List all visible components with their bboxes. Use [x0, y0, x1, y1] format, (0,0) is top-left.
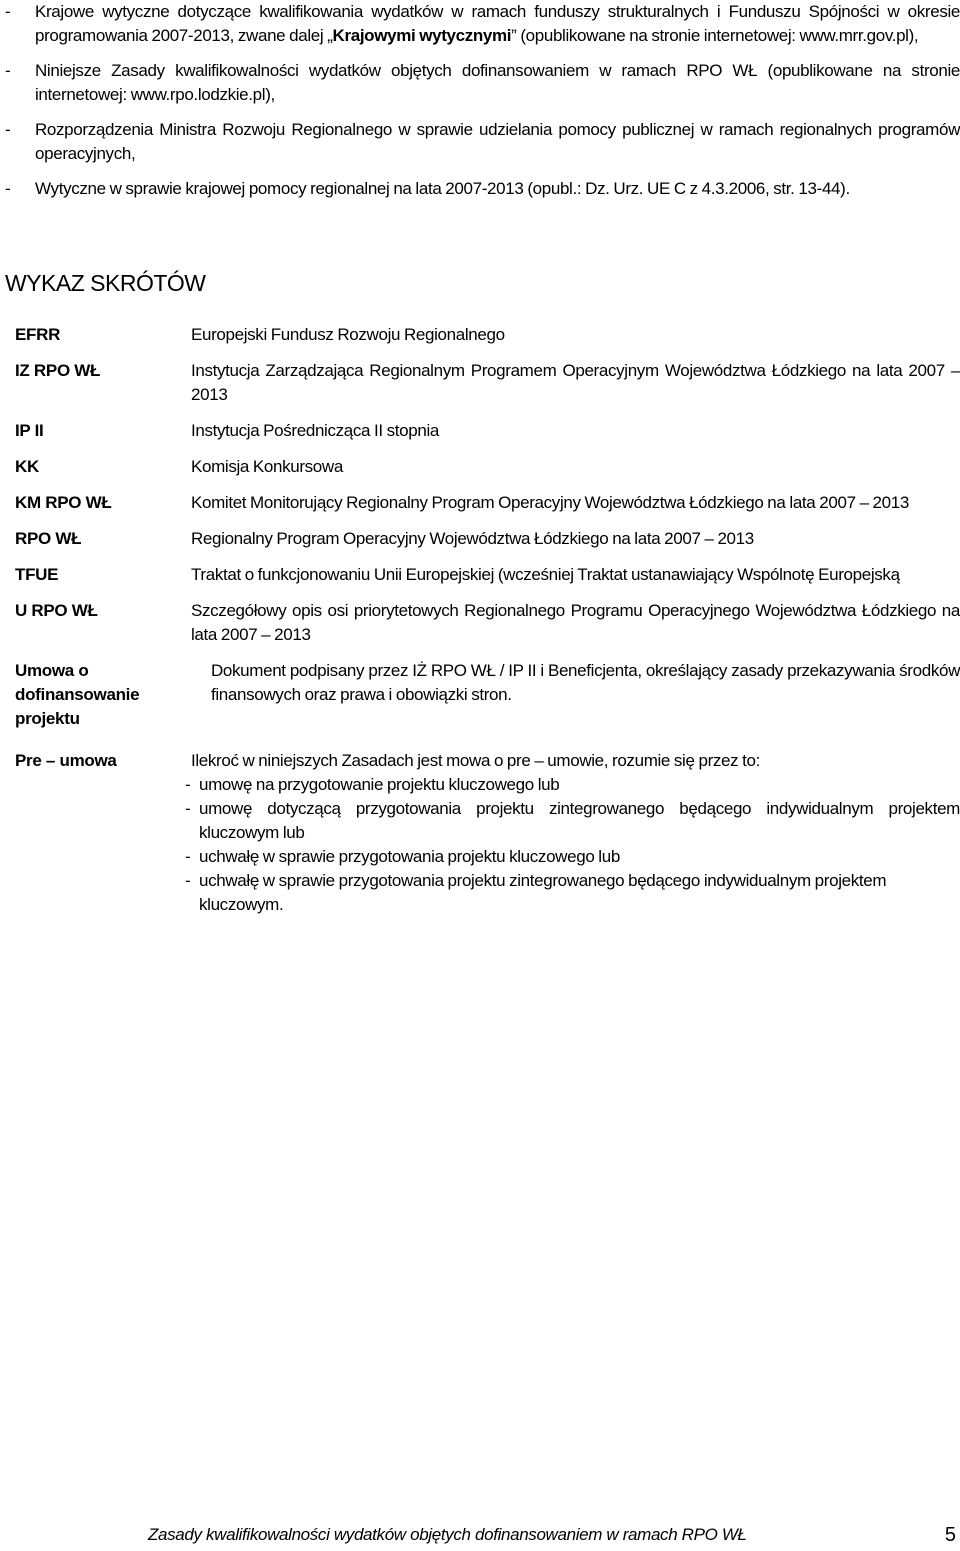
defined-term-bold: Krajowymi wytycznymi [332, 26, 512, 45]
abbreviation-definition: Regionalny Program Operacyjny Województwa Łódzkiego na lata 2007 – 2013 [191, 529, 754, 548]
abbreviation-row [15, 323, 960, 347]
abbreviation-row [15, 527, 960, 551]
list-item-text-part: Krajowe wytyczne dotyczące kwalifikowania wydatków w ramach funduszy strukturalnych i Funduszu Spójności w okresie programowania 2007-2013, zwane dalej „ [35, 2, 960, 45]
list-dash: - [5, 2, 11, 21]
list-dash: - [185, 775, 191, 794]
abbreviation-definition: Instytucja Zarządzająca Regionalnym Programem Operacyjnym Województwa Łódzkiego na lata 2007 – 2013 [191, 361, 960, 404]
abbreviation-row [15, 419, 960, 443]
list-item-text: Rozporządzenia Ministra Rozwoju Regionalnego w sprawie udzielania pomocy publicznej w ramach regionalnych programów operacyjnych, [35, 120, 960, 163]
list-dash: - [185, 871, 191, 890]
abbreviation-row [15, 563, 960, 587]
list-item [185, 869, 960, 917]
abbreviation-row [15, 659, 960, 731]
list-item-text: Niniejsze Zasady kwalifikowalności wydatków objętych dofinansowaniem w ramach RPO WŁ (opublikowane na stronie internetowej: www.rpo.lodzkie.pl), [35, 61, 960, 104]
list-item-text: uchwałę w sprawie przygotowania projektu zintegrowanego będącego indywidualnym projektem kluczowym. [199, 871, 887, 914]
abbreviation-row [15, 599, 960, 647]
abbreviation-definition: Dokument podpisany przez IŻ RPO WŁ / IP II i Beneficjenta, określający zasady przekazywania środków finansowych oraz prawa i obowiązki stron. [211, 661, 960, 704]
abbreviation-term: U RPO WŁ [15, 601, 98, 620]
abbreviation-row [15, 491, 960, 515]
abbreviation-term: KM RPO WŁ [15, 493, 112, 512]
list-dash: - [5, 179, 11, 198]
abbreviation-term: IZ RPO WŁ [15, 361, 101, 380]
abbreviation-term: KK [15, 457, 39, 476]
list-item [5, 118, 960, 166]
abbreviation-definition: Traktat o funkcjonowaniu Unii Europejskiej (wcześniej Traktat ustanawiający Wspólnotę Europejską [191, 565, 900, 584]
list-dash: - [185, 847, 191, 866]
list-item [185, 845, 960, 869]
abbreviation-term: EFRR [15, 325, 61, 344]
list-item-text: umowę na przygotowanie projektu kluczowego lub [199, 775, 560, 794]
abbreviation-term: Pre – umowa [15, 751, 117, 770]
legal-bases-list [5, 0, 960, 212]
list-item-text: umowę dotyczącą przygotowania projektu zintegrowanego będącego indywidualnym projektem kluczowym lub [199, 799, 960, 842]
abbreviation-term: Umowa o dofinansowanie projektu [15, 661, 140, 728]
list-item [185, 797, 960, 845]
abbreviation-definition: Komitet Monitorujący Regionalny Program Operacyjny Województwa Łódzkiego na lata 2007 – 2013 [191, 493, 909, 512]
abbreviation-definition: Komisja Konkursowa [191, 457, 343, 476]
abbreviation-definition-intro: Ilekroć w niniejszych Zasadach jest mowa o pre – umowie, rozumie się przez to: [191, 751, 761, 770]
page-number: 5 [944, 1524, 956, 1546]
list-item [5, 59, 960, 107]
list-item-text: Wytyczne w sprawie krajowej pomocy regionalnej na lata 2007-2013 (opubl.: Dz. Urz. UE C z 4.3.2006, str. 13-44). [35, 179, 850, 198]
abbreviation-row [15, 749, 960, 917]
abbreviations-heading: WYKAZ SKRÓTÓW [5, 270, 206, 296]
abbreviation-term: RPO WŁ [15, 529, 82, 548]
abbreviation-term: IP II [15, 421, 44, 440]
list-dash: - [5, 61, 11, 80]
list-item [5, 177, 960, 201]
list-item-text: uchwałę w sprawie przygotowania projektu kluczowego lub [199, 847, 620, 866]
abbreviation-row [15, 359, 960, 407]
list-item [5, 0, 960, 48]
list-dash: - [5, 120, 11, 139]
abbreviation-definition: Europejski Fundusz Rozwoju Regionalnego [191, 325, 505, 344]
footer-title: Zasady kwalifikowalności wydatków objętych dofinansowaniem w ramach RPO WŁ [148, 1525, 747, 1544]
list-item [185, 773, 960, 797]
list-item-text [35, 0, 960, 48]
abbreviation-term: TFUE [15, 565, 59, 584]
abbreviation-definition [185, 749, 960, 917]
list-dash: - [185, 799, 191, 818]
abbreviations-table [15, 323, 960, 929]
abbreviation-definition: Instytucja Pośrednicząca II stopnia [191, 421, 439, 440]
list-item-text-part: ” (opublikowane na stronie internetowej: www.mrr.gov.pl), [511, 26, 919, 45]
abbreviation-row [15, 455, 960, 479]
abbreviation-definition: Szczegółowy opis osi priorytetowych Regionalnego Programu Operacyjnego Województwa Łódzkiego na lata 2007 – 2013 [191, 601, 960, 644]
